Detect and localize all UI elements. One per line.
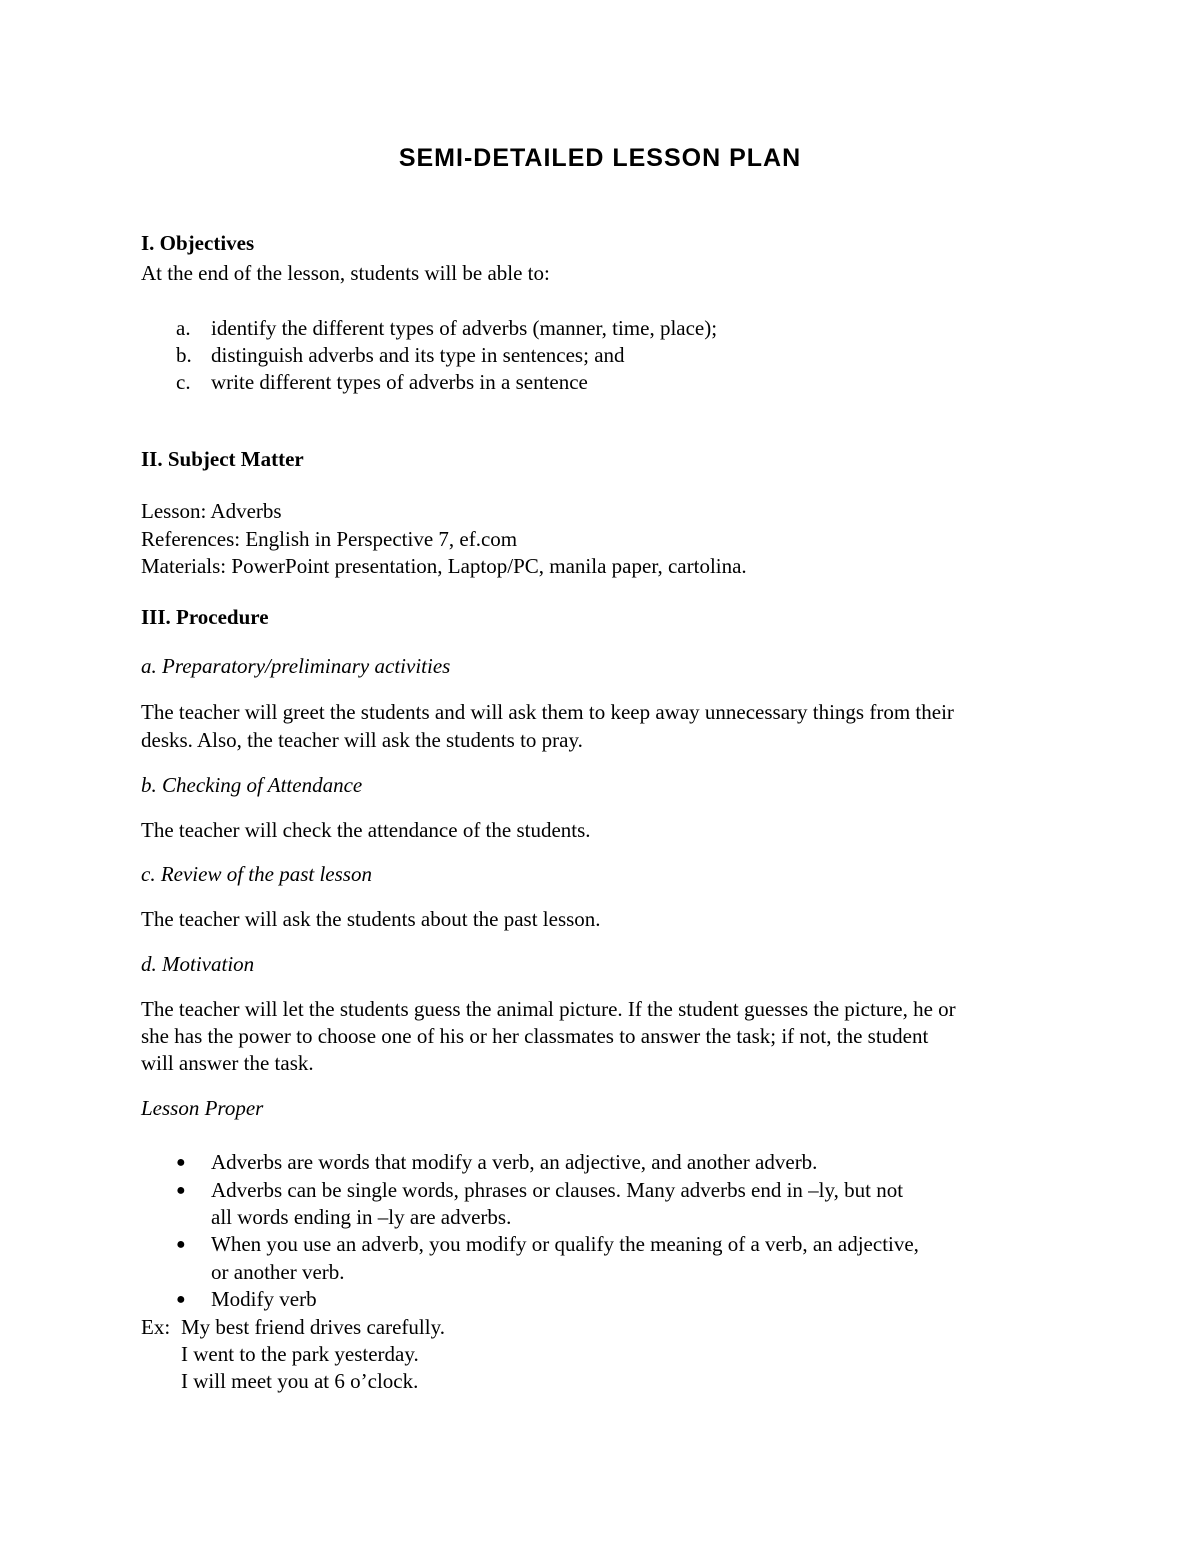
attendance-text: The teacher will check the attendance of the students. [141,818,591,842]
preparatory-text-line: desks. Also, the teacher will ask the students to pray. [141,728,583,752]
lesson-line: Lesson: Adverbs [141,499,282,523]
lesson-proper-title: Lesson Proper [141,1096,264,1120]
review-title: c. Review of the past lesson [141,862,372,886]
preparatory-text-line: The teacher will greet the students and will ask them to keep away unnecessary things from their [141,700,954,724]
list-item-text: identify the different types of adverbs (manner, time, place); [211,316,718,340]
example-sentence: My best friend drives carefully. [181,1315,445,1339]
example-sentence: I went to the park yesterday. [181,1342,419,1366]
page-title: SEMI-DETAILED LESSON PLAN [398,144,802,172]
review-text: The teacher will ask the students about the past lesson. [141,907,601,931]
bullet-icon: ● [176,1154,186,1171]
bullet-icon: ● [176,1291,186,1308]
motivation-text-line: will answer the task. [141,1051,314,1075]
list-item-text: all words ending in –ly are adverbs. [211,1205,512,1229]
list-marker: b. [176,343,192,367]
objectives-intro: At the end of the lesson, students will be able to: [141,261,550,285]
motivation-title: d. Motivation [141,952,255,976]
examples-label: Ex: [141,1315,171,1339]
subject-matter-heading: II. Subject Matter [141,447,304,471]
list-marker: c. [176,370,191,394]
bullet-icon: ● [176,1182,186,1199]
attendance-title: b. Checking of Attendance [141,773,363,797]
list-item-text: or another verb. [211,1260,345,1284]
list-item-text: write different types of adverbs in a sentence [211,370,588,394]
bullet-icon: ● [176,1236,186,1253]
list-marker: a. [176,316,191,340]
procedure-heading: III. Procedure [141,605,269,629]
list-item-text: Adverbs are words that modify a verb, an adjective, and another adverb. [211,1150,818,1174]
motivation-text-line: she has the power to choose one of his or her classmates to answer the task; if not, the student [141,1024,929,1048]
objectives-heading: I. Objectives [141,231,255,255]
list-item-text: Adverbs can be single words, phrases or clauses. Many adverbs end in –ly, but not [211,1178,904,1202]
list-item-text: distinguish adverbs and its type in sentences; and [211,343,625,367]
motivation-text-line: The teacher will let the students guess the animal picture. If the student guesses the picture, he or [141,997,956,1021]
list-item-text: When you use an adverb, you modify or qualify the meaning of a verb, an adjective, [211,1232,919,1256]
list-item-text: Modify verb [211,1287,317,1311]
references-line: References: English in Perspective 7, ef.com [141,527,518,551]
preparatory-title: a. Preparatory/preliminary activities [141,654,451,678]
example-sentence: I will meet you at 6 o’clock. [181,1369,419,1393]
materials-line: Materials: PowerPoint presentation, Laptop/PC, manila paper, cartolina. [141,554,747,578]
